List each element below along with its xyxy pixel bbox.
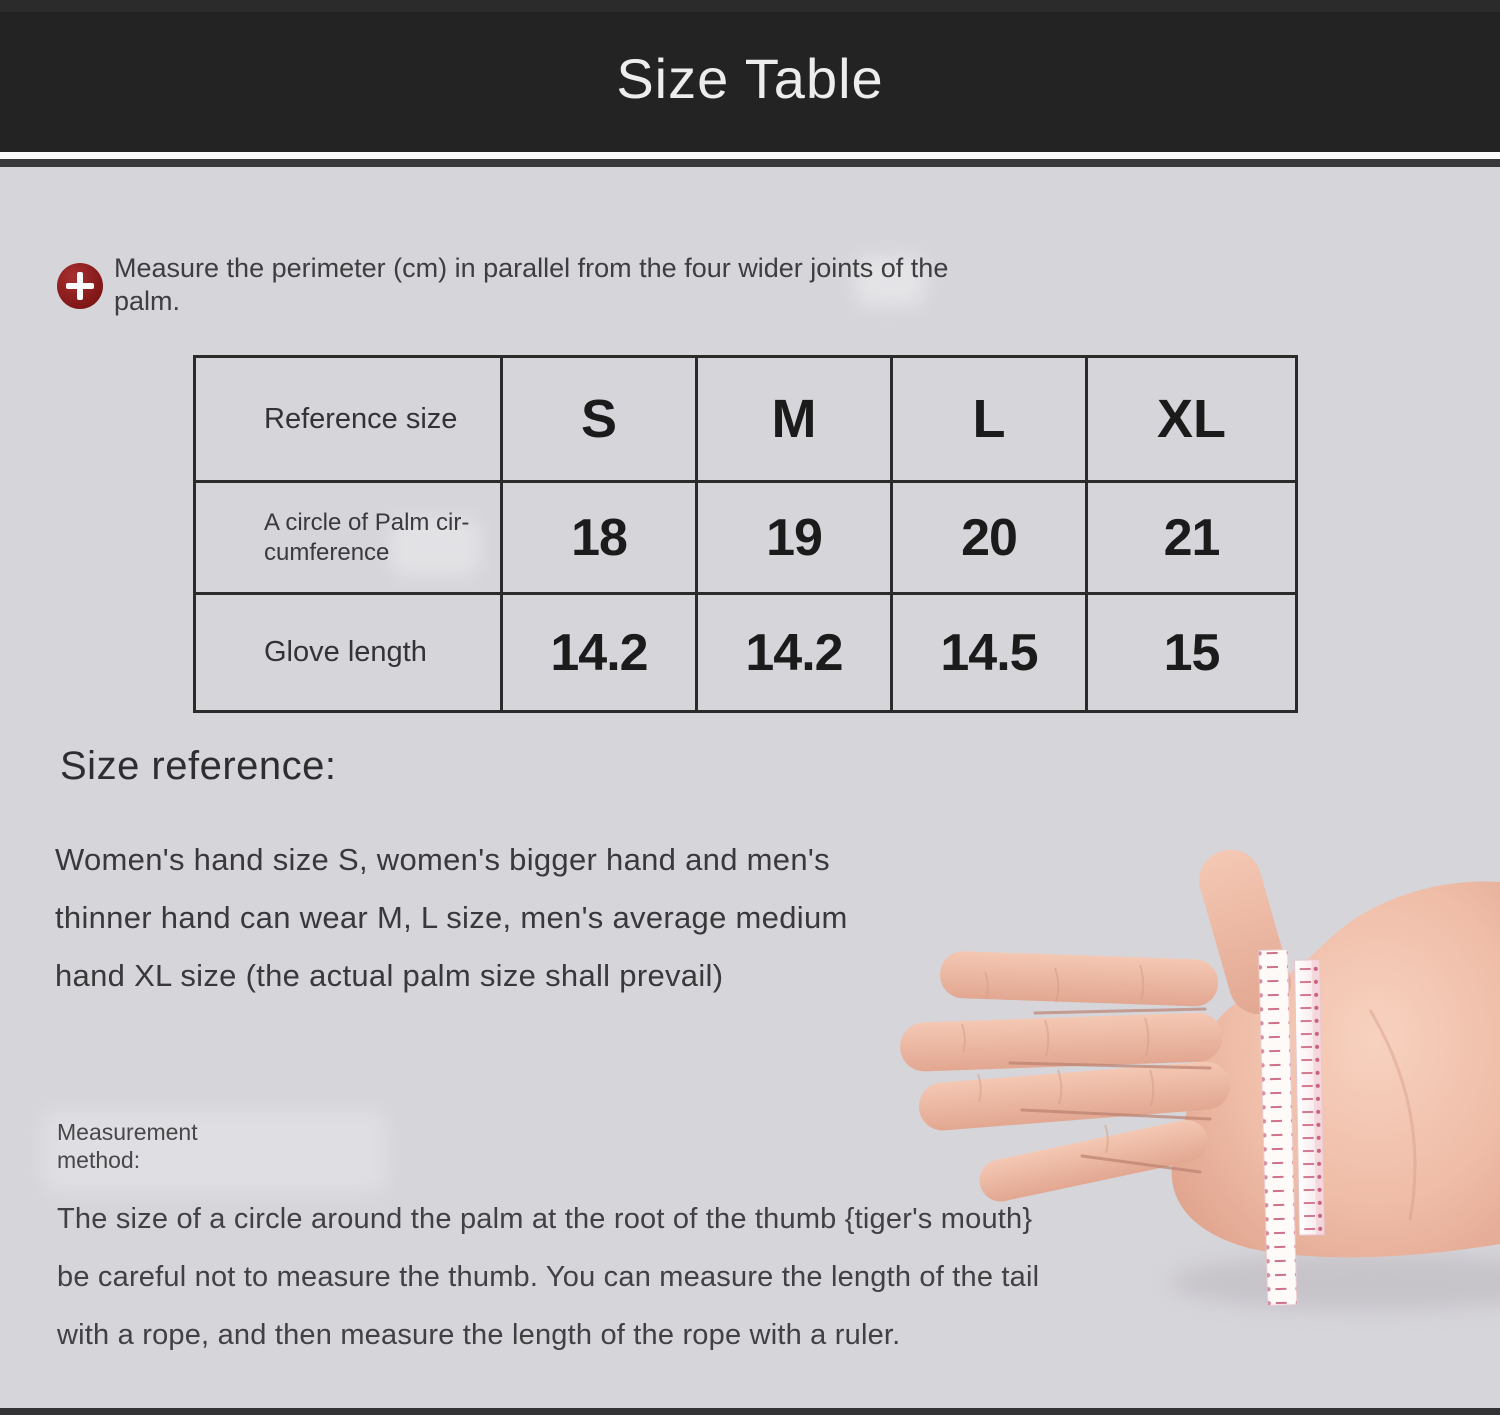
page-title: Size Table bbox=[616, 47, 884, 110]
size-reference-paragraph bbox=[55, 831, 848, 1005]
size-table bbox=[193, 355, 1298, 713]
glove-length-s: 14.2 bbox=[503, 595, 698, 710]
row-label-line: A circle of Palm cir- bbox=[264, 508, 470, 536]
glove-length-l: 14.5 bbox=[893, 595, 1088, 710]
glove-length-xl: 15 bbox=[1163, 623, 1220, 682]
paragraph-line: with a rope, and then measure the length of the rope with a ruler. bbox=[57, 1319, 901, 1351]
divider-stripe-dark bbox=[0, 159, 1500, 167]
palm-circumference-l: 20 bbox=[893, 483, 1088, 595]
plus-icon bbox=[57, 263, 103, 309]
glove-length-m: 14.2 bbox=[698, 595, 893, 710]
note-line: palm. bbox=[114, 286, 181, 316]
row-label-line: cumference bbox=[264, 538, 390, 566]
row-label-text: Glove length bbox=[264, 636, 427, 668]
paragraph-line: thinner hand can wear M, L size, men's average medium bbox=[55, 900, 848, 935]
palm-circumference-xl: 21 bbox=[1088, 483, 1295, 595]
heading-line: Measurement bbox=[57, 1119, 198, 1145]
measurement-method-heading bbox=[57, 1118, 198, 1174]
divider-stripe-light bbox=[0, 152, 1500, 159]
row-label-palm-circumference bbox=[196, 483, 503, 595]
header-bar bbox=[0, 0, 1500, 152]
note-line: Measure the perimeter (cm) in parallel from the four wider joints of the bbox=[114, 253, 949, 283]
palm-circumference-m: 19 bbox=[698, 483, 893, 595]
measure-note bbox=[114, 252, 948, 318]
paragraph-line: The size of a circle around the palm at the root of the thumb {tiger's mouth} bbox=[57, 1203, 1033, 1235]
corner-label: Reference size bbox=[264, 402, 458, 435]
size-reference-heading: Size reference: bbox=[60, 744, 337, 788]
table-corner-cell bbox=[196, 358, 503, 483]
column-header-l: L bbox=[893, 358, 1088, 483]
column-header-s: S bbox=[503, 358, 698, 483]
paragraph-line: be careful not to measure the thumb. You can measure the length of the tail bbox=[57, 1261, 1040, 1293]
row-label-glove-length bbox=[196, 595, 503, 710]
row-label-text bbox=[264, 508, 469, 568]
column-header-m: M bbox=[698, 358, 893, 483]
heading-line: method: bbox=[57, 1147, 141, 1173]
hand-measuring-tape-photo bbox=[850, 820, 1500, 1415]
paragraph-line: hand XL size (the actual palm size shall prevail) bbox=[55, 958, 724, 993]
paragraph-line: Women's hand size S, women's bigger hand and men's bbox=[55, 842, 830, 877]
palm-circumference-s: 18 bbox=[503, 483, 698, 595]
bottom-bar bbox=[0, 1408, 1500, 1415]
column-header-xl: XL bbox=[1088, 358, 1295, 483]
